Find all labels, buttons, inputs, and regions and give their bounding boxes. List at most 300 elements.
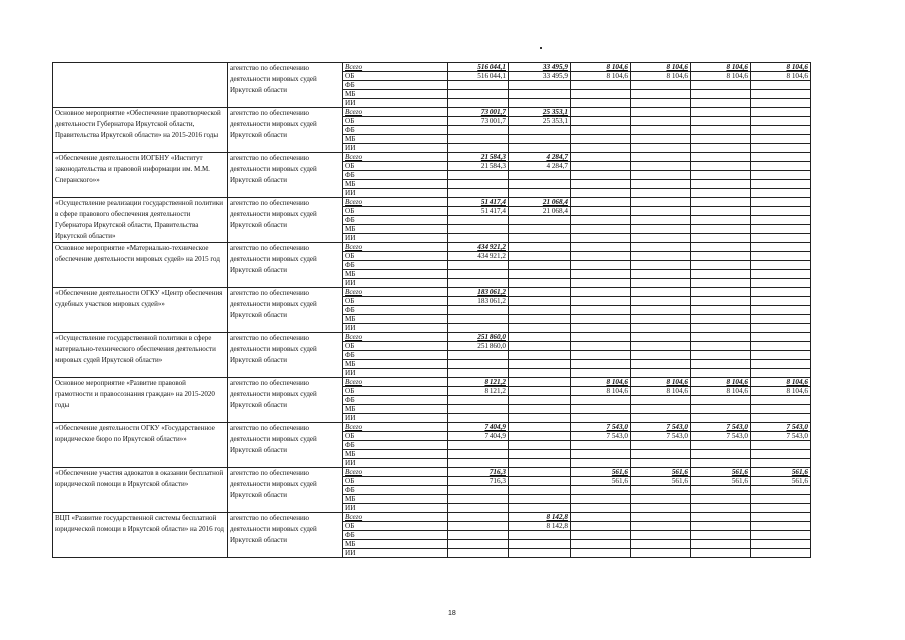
funding-source-cell: Всего [343,468,448,477]
amount-cell [571,522,631,531]
amount-cell [509,414,571,423]
table-row [53,63,811,72]
amount-cell [691,135,751,144]
executor-cell: агентство по обеспечению деятельности мировых судей Иркутской области [228,108,343,153]
table-body [53,63,811,558]
amount-cell [509,486,571,495]
amount-cell [691,189,751,198]
amount-cell [448,414,509,423]
amount-cell [691,504,751,513]
amount-cell [631,441,691,450]
amount-cell: 7 543,0 [631,423,691,432]
amount-cell [571,261,631,270]
amount-cell [691,315,751,324]
amount-cell [631,369,691,378]
amount-cell: 73 001,7 [448,108,509,117]
amount-cell [631,162,691,171]
amount-cell [571,360,631,369]
amount-cell [691,441,751,450]
executor-cell: агентство по обеспечению деятельности мировых судей Иркутской области [228,63,343,108]
amount-cell [571,135,631,144]
funding-source-cell: ФБ [343,261,448,270]
amount-cell [509,135,571,144]
activity-name-cell: «Обеспечение деятельности ИОГБНУ «Институт законодательства и правовой информации им. М.М. Сперанского»» [53,153,228,198]
budget-table [52,62,811,558]
amount-cell [509,306,571,315]
executor-cell: агентство по обеспечению деятельности мировых судей Иркутской области [228,333,343,378]
table-row [53,468,811,477]
amount-cell [751,252,811,261]
activity-name-cell: Основное мероприятие «Материально-техническое обеспечение деятельности мировых судей» на 2015 год [53,243,228,288]
funding-source-cell: ИИ [343,504,448,513]
amount-cell [691,405,751,414]
funding-source-cell: МБ [343,225,448,234]
funding-source-cell: МБ [343,405,448,414]
table-row [53,198,811,207]
amount-cell [509,351,571,360]
amount-cell [631,234,691,243]
amount-cell [631,171,691,180]
amount-cell [571,405,631,414]
amount-cell [631,522,691,531]
amount-cell [509,81,571,90]
executor-cell: агентство по обеспечению деятельности мировых судей Иркутской области [228,513,343,558]
amount-cell [631,207,691,216]
funding-source-cell: МБ [343,315,448,324]
amount-cell [448,306,509,315]
amount-cell [751,441,811,450]
amount-cell [691,90,751,99]
funding-source-cell: Всего [343,63,448,72]
amount-cell [448,504,509,513]
amount-cell [448,180,509,189]
amount-cell: 8 121,2 [448,387,509,396]
amount-cell [631,414,691,423]
funding-source-cell: МБ [343,540,448,549]
amount-cell: 7 543,0 [631,432,691,441]
amount-cell [691,126,751,135]
amount-cell [691,360,751,369]
amount-cell [691,81,751,90]
funding-source-cell: ФБ [343,81,448,90]
amount-cell: 4 284,7 [509,153,571,162]
amount-cell [751,459,811,468]
amount-cell [751,225,811,234]
amount-cell [751,261,811,270]
funding-source-cell: МБ [343,450,448,459]
amount-cell [751,369,811,378]
table-row [53,243,811,252]
amount-cell: 8 104,6 [631,63,691,72]
amount-cell: 7 543,0 [571,432,631,441]
funding-source-cell: МБ [343,495,448,504]
amount-cell: 7 543,0 [751,423,811,432]
amount-cell [509,261,571,270]
amount-cell [448,522,509,531]
amount-cell [691,288,751,297]
funding-source-cell: МБ [343,135,448,144]
amount-cell [751,333,811,342]
amount-cell [631,315,691,324]
amount-cell [631,459,691,468]
amount-cell [631,252,691,261]
amount-cell: 8 104,6 [691,378,751,387]
amount-cell [448,486,509,495]
funding-source-cell: ФБ [343,396,448,405]
amount-cell [448,459,509,468]
amount-cell [751,315,811,324]
amount-cell [691,342,751,351]
amount-cell [631,297,691,306]
funding-source-cell: ФБ [343,306,448,315]
amount-cell [631,531,691,540]
amount-cell [631,90,691,99]
amount-cell [509,333,571,342]
amount-cell [751,540,811,549]
amount-cell [448,540,509,549]
amount-cell [509,468,571,477]
amount-cell: 8 104,6 [571,72,631,81]
amount-cell [448,315,509,324]
funding-source-cell: ИИ [343,324,448,333]
amount-cell [751,297,811,306]
amount-cell: 8 104,6 [691,72,751,81]
amount-cell [509,423,571,432]
amount-cell [448,450,509,459]
amount-cell: 516 044,1 [448,63,509,72]
amount-cell [631,135,691,144]
activity-name-cell: «Осуществление реализации государственной политики в сфере правового обеспечения деятельности Губернатора Иркутской области, Правительства Иркутской области» [53,198,228,243]
funding-source-cell: ОБ [343,432,448,441]
amount-cell: 21 584,3 [448,153,509,162]
amount-cell [691,486,751,495]
amount-cell [509,279,571,288]
activity-name-cell: «Обеспечение деятельности ОГКУ «Государственное юридическое бюро по Иркутской области»» [53,423,228,468]
amount-cell [571,297,631,306]
amount-cell: 21 584,3 [448,162,509,171]
amount-cell: 33 495,9 [509,63,571,72]
amount-cell [509,297,571,306]
amount-cell [509,441,571,450]
amount-cell: 51 417,4 [448,207,509,216]
amount-cell [691,513,751,522]
amount-cell [571,270,631,279]
amount-cell [571,549,631,558]
funding-source-cell: ИИ [343,414,448,423]
table-row [53,288,811,297]
amount-cell [509,405,571,414]
funding-source-cell: ОБ [343,297,448,306]
amount-cell [631,279,691,288]
amount-cell: 8 104,6 [571,378,631,387]
amount-cell [509,378,571,387]
amount-cell [571,189,631,198]
funding-source-cell: ИИ [343,279,448,288]
amount-cell [448,135,509,144]
amount-cell [509,126,571,135]
amount-cell [751,81,811,90]
amount-cell [691,495,751,504]
amount-cell [509,270,571,279]
amount-cell [448,351,509,360]
activity-name-cell: Основное мероприятие «Развитие правовой грамотности и правосознания граждан» на 2015-2020 годы [53,378,228,423]
amount-cell: 7 543,0 [691,423,751,432]
amount-cell [751,513,811,522]
funding-source-cell: ИИ [343,144,448,153]
funding-source-cell: Всего [343,378,448,387]
amount-cell [691,333,751,342]
amount-cell [631,216,691,225]
funding-source-cell: ОБ [343,252,448,261]
amount-cell [571,531,631,540]
amount-cell [751,198,811,207]
amount-cell [448,531,509,540]
amount-cell [751,171,811,180]
amount-cell [751,396,811,405]
funding-source-cell: Всего [343,243,448,252]
table-row [53,108,811,117]
amount-cell [448,126,509,135]
amount-cell: 7 404,9 [448,432,509,441]
amount-cell [751,486,811,495]
amount-cell [691,261,751,270]
amount-cell [509,216,571,225]
amount-cell [751,135,811,144]
amount-cell [509,549,571,558]
amount-cell: 183 061,2 [448,288,509,297]
amount-cell [509,243,571,252]
amount-cell: 8 142,8 [509,513,571,522]
amount-cell [631,225,691,234]
amount-cell [751,414,811,423]
amount-cell [571,162,631,171]
amount-cell [571,252,631,261]
amount-cell [691,369,751,378]
amount-cell: 33 495,9 [509,72,571,81]
amount-cell: 73 001,7 [448,117,509,126]
amount-cell: 183 061,2 [448,297,509,306]
amount-cell [691,162,751,171]
amount-cell [448,261,509,270]
amount-cell [691,234,751,243]
activity-name-cell: «Обеспечение деятельности ОГКУ «Центр обеспечения судебных участков мировых судей»» [53,288,228,333]
amount-cell: 561,6 [571,477,631,486]
amount-cell [448,189,509,198]
amount-cell [571,333,631,342]
amount-cell [691,351,751,360]
amount-cell [631,189,691,198]
amount-cell [448,360,509,369]
amount-cell [751,351,811,360]
amount-cell [631,405,691,414]
amount-cell [509,171,571,180]
amount-cell [751,324,811,333]
amount-cell [571,540,631,549]
amount-cell [631,243,691,252]
table-row [53,153,811,162]
funding-source-cell: ОБ [343,117,448,126]
funding-source-cell: ОБ [343,72,448,81]
amount-cell [691,252,751,261]
funding-source-cell: Всего [343,288,448,297]
amount-cell [751,279,811,288]
amount-cell: 25 353,1 [509,108,571,117]
amount-cell: 8 104,6 [751,387,811,396]
funding-source-cell: Всего [343,108,448,117]
funding-source-cell: ФБ [343,531,448,540]
amount-cell [691,297,751,306]
amount-cell [751,342,811,351]
amount-cell [631,504,691,513]
amount-cell [631,198,691,207]
amount-cell [751,243,811,252]
activity-name-cell: Основное мероприятие «Обеспечение правотворческой деятельности Губернатора Иркутской области, Правительства Иркутской области» на 2015-2016 годы [53,108,228,153]
amount-cell [571,243,631,252]
executor-cell: агентство по обеспечению деятельности мировых судей Иркутской области [228,378,343,423]
amount-cell: 561,6 [751,468,811,477]
amount-cell [751,108,811,117]
amount-cell [751,207,811,216]
amount-cell [691,99,751,108]
amount-cell [571,450,631,459]
funding-source-cell: ФБ [343,171,448,180]
amount-cell [509,144,571,153]
amount-cell [751,288,811,297]
funding-source-cell: ФБ [343,351,448,360]
amount-cell [631,99,691,108]
amount-cell [571,117,631,126]
amount-cell [631,513,691,522]
amount-cell [571,504,631,513]
activity-name-cell: ВЦП «Развитие государственной системы бесплатной юридической помощи в Иркутской области» на 2016 год [53,513,228,558]
amount-cell [751,162,811,171]
amount-cell [691,180,751,189]
amount-cell [571,216,631,225]
funding-source-cell: ФБ [343,486,448,495]
amount-cell [509,342,571,351]
executor-cell: агентство по обеспечению деятельности мировых судей Иркутской области [228,243,343,288]
amount-cell [631,306,691,315]
amount-cell [448,270,509,279]
amount-cell [448,495,509,504]
funding-source-cell: МБ [343,180,448,189]
amount-cell [448,405,509,414]
amount-cell: 7 543,0 [751,432,811,441]
amount-cell [571,342,631,351]
amount-cell [751,189,811,198]
amount-cell: 8 104,6 [751,63,811,72]
amount-cell [571,414,631,423]
amount-cell [571,153,631,162]
amount-cell [571,171,631,180]
amount-cell [571,288,631,297]
funding-source-cell: ИИ [343,99,448,108]
amount-cell [509,369,571,378]
amount-cell [448,549,509,558]
amount-cell: 25 353,1 [509,117,571,126]
amount-cell [691,270,751,279]
amount-cell: 716,3 [448,477,509,486]
amount-cell: 561,6 [691,477,751,486]
executor-cell: агентство по обеспечению деятельности мировых судей Иркутской области [228,288,343,333]
amount-cell [509,315,571,324]
funding-source-cell: ОБ [343,162,448,171]
amount-cell [571,369,631,378]
funding-source-cell: Всего [343,198,448,207]
amount-cell [448,90,509,99]
amount-cell [691,216,751,225]
funding-source-cell: ИИ [343,459,448,468]
funding-source-cell: ФБ [343,441,448,450]
funding-source-cell: ИИ [343,369,448,378]
amount-cell [691,414,751,423]
amount-cell [691,243,751,252]
amount-cell [691,117,751,126]
amount-cell [751,234,811,243]
amount-cell: 8 104,6 [631,387,691,396]
amount-cell [509,324,571,333]
funding-source-cell: ОБ [343,477,448,486]
amount-cell [751,180,811,189]
funding-source-cell: ИИ [343,189,448,198]
amount-cell [571,108,631,117]
amount-cell [571,198,631,207]
amount-cell [509,99,571,108]
amount-cell [631,549,691,558]
amount-cell [571,81,631,90]
amount-cell [631,396,691,405]
funding-source-cell: Всего [343,513,448,522]
amount-cell [571,495,631,504]
amount-cell [751,117,811,126]
amount-cell [631,495,691,504]
amount-cell [631,351,691,360]
amount-cell [509,90,571,99]
amount-cell [571,306,631,315]
amount-cell [631,288,691,297]
table-row [53,423,811,432]
funding-source-cell: ОБ [343,387,448,396]
amount-cell: 716,3 [448,468,509,477]
amount-cell: 561,6 [631,477,691,486]
amount-cell [509,396,571,405]
funding-source-cell: ИИ [343,549,448,558]
amount-cell: 8 104,6 [571,387,631,396]
amount-cell: 516 044,1 [448,72,509,81]
amount-cell [571,90,631,99]
amount-cell [751,549,811,558]
amount-cell [631,153,691,162]
amount-cell [691,153,751,162]
amount-cell [509,450,571,459]
amount-cell: 8 104,6 [751,72,811,81]
amount-cell [448,369,509,378]
amount-cell [571,234,631,243]
funding-source-cell: ФБ [343,126,448,135]
amount-cell [509,540,571,549]
amount-cell [691,459,751,468]
funding-source-cell: ОБ [343,342,448,351]
amount-cell [509,504,571,513]
amount-cell [751,405,811,414]
amount-cell [571,459,631,468]
amount-cell: 51 417,4 [448,198,509,207]
amount-cell [751,126,811,135]
amount-cell [751,90,811,99]
amount-cell [691,531,751,540]
amount-cell [571,207,631,216]
amount-cell [448,171,509,180]
